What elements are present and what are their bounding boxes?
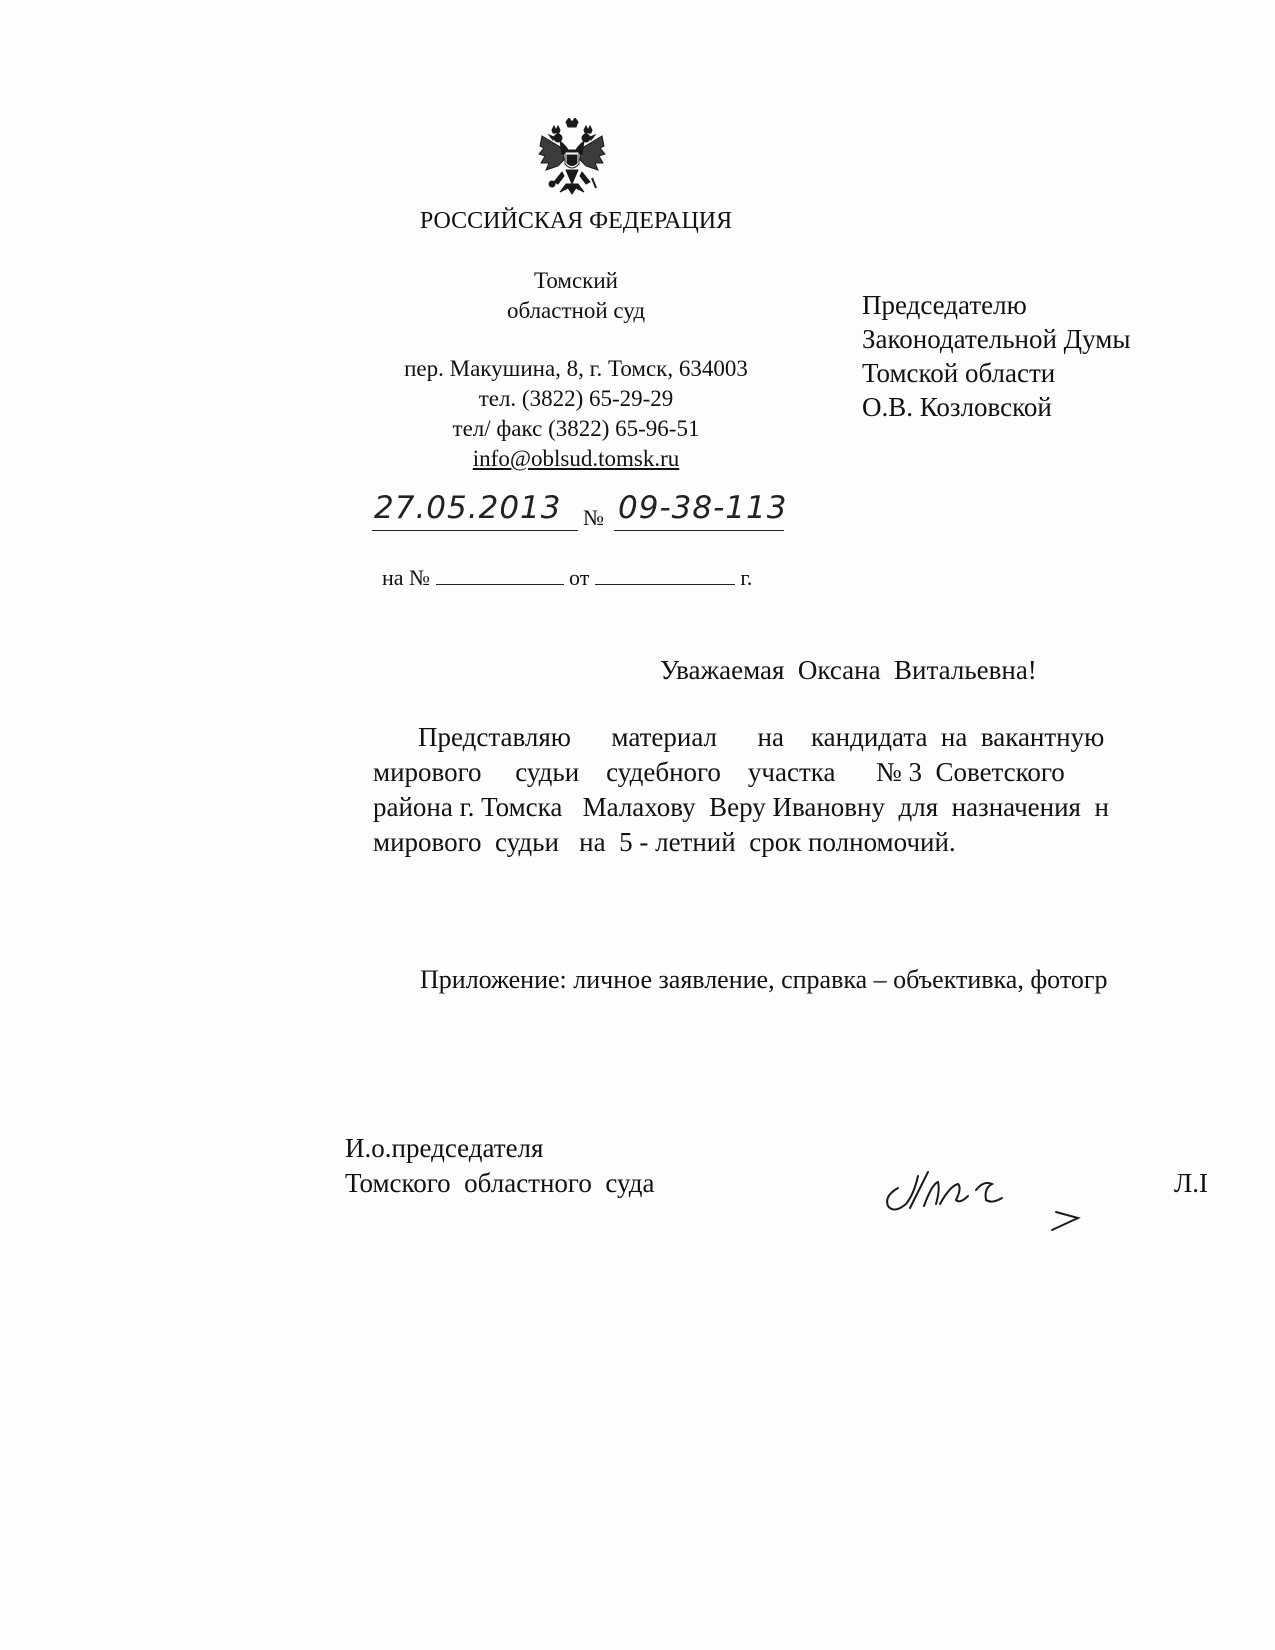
signatory-title-line1: И.о.председателя: [345, 1133, 544, 1163]
body-line-2: мирового судьи судебного участка № 3 Советского: [373, 757, 1065, 787]
recipient-line1: Председателю: [862, 290, 1027, 320]
court-name-line2: областной суд: [506, 298, 646, 323]
reply-to-prefix: на №: [382, 565, 431, 590]
reply-to-year-suffix: г.: [740, 565, 753, 590]
recipient-line2: Законодательной Думы: [862, 324, 1131, 354]
outgoing-number-sign: №: [583, 505, 604, 530]
reply-to-date-blank: [595, 562, 735, 585]
outgoing-number-field: [614, 490, 788, 531]
salutation: Уважаемая Оксана Витальевна!: [660, 655, 1037, 685]
recipient-line3: Томской области: [862, 358, 1056, 388]
body-line-4: мирового судьи на 5 - летний срок полномочий.: [373, 827, 956, 857]
outgoing-number: 09-38-113: [618, 490, 788, 526]
signatory-title-line2: Томского областного суда: [345, 1168, 655, 1198]
court-address: пер. Макушина, 8, г. Томск, 634003: [404, 356, 748, 381]
court-phone: тел. (3822) 65-29-29: [478, 386, 674, 411]
court-name-line1: Томский: [534, 268, 618, 293]
signatory-name-fragment: Л.I: [1174, 1168, 1209, 1198]
attachment-line: Приложение: личное заявление, справка – объективка, фотогр: [420, 965, 1108, 994]
double-headed-eagle-emblem-icon: [536, 118, 608, 196]
handwritten-signature: [880, 1160, 1090, 1240]
outgoing-date-field: [372, 490, 578, 531]
reply-to-line: [382, 562, 752, 591]
reply-to-from-label: от: [569, 565, 590, 590]
body-line-3: района г. Томска Малахову Веру Ивановну для назначения н: [373, 792, 1109, 822]
outgoing-date: 27.05.2013: [374, 490, 562, 526]
court-fax: тел/ факс (3822) 65-96-51: [452, 416, 700, 441]
reply-to-number-blank: [436, 562, 564, 585]
body-line-1: Представляю материал на кандидата на вакантную: [418, 722, 1105, 752]
country-title: РОССИЙСКАЯ ФЕДЕРАЦИЯ: [419, 208, 733, 234]
court-email-link[interactable]: info@oblsud.tomsk.ru: [472, 446, 680, 471]
recipient-line4: О.В. Козловской: [862, 392, 1052, 422]
